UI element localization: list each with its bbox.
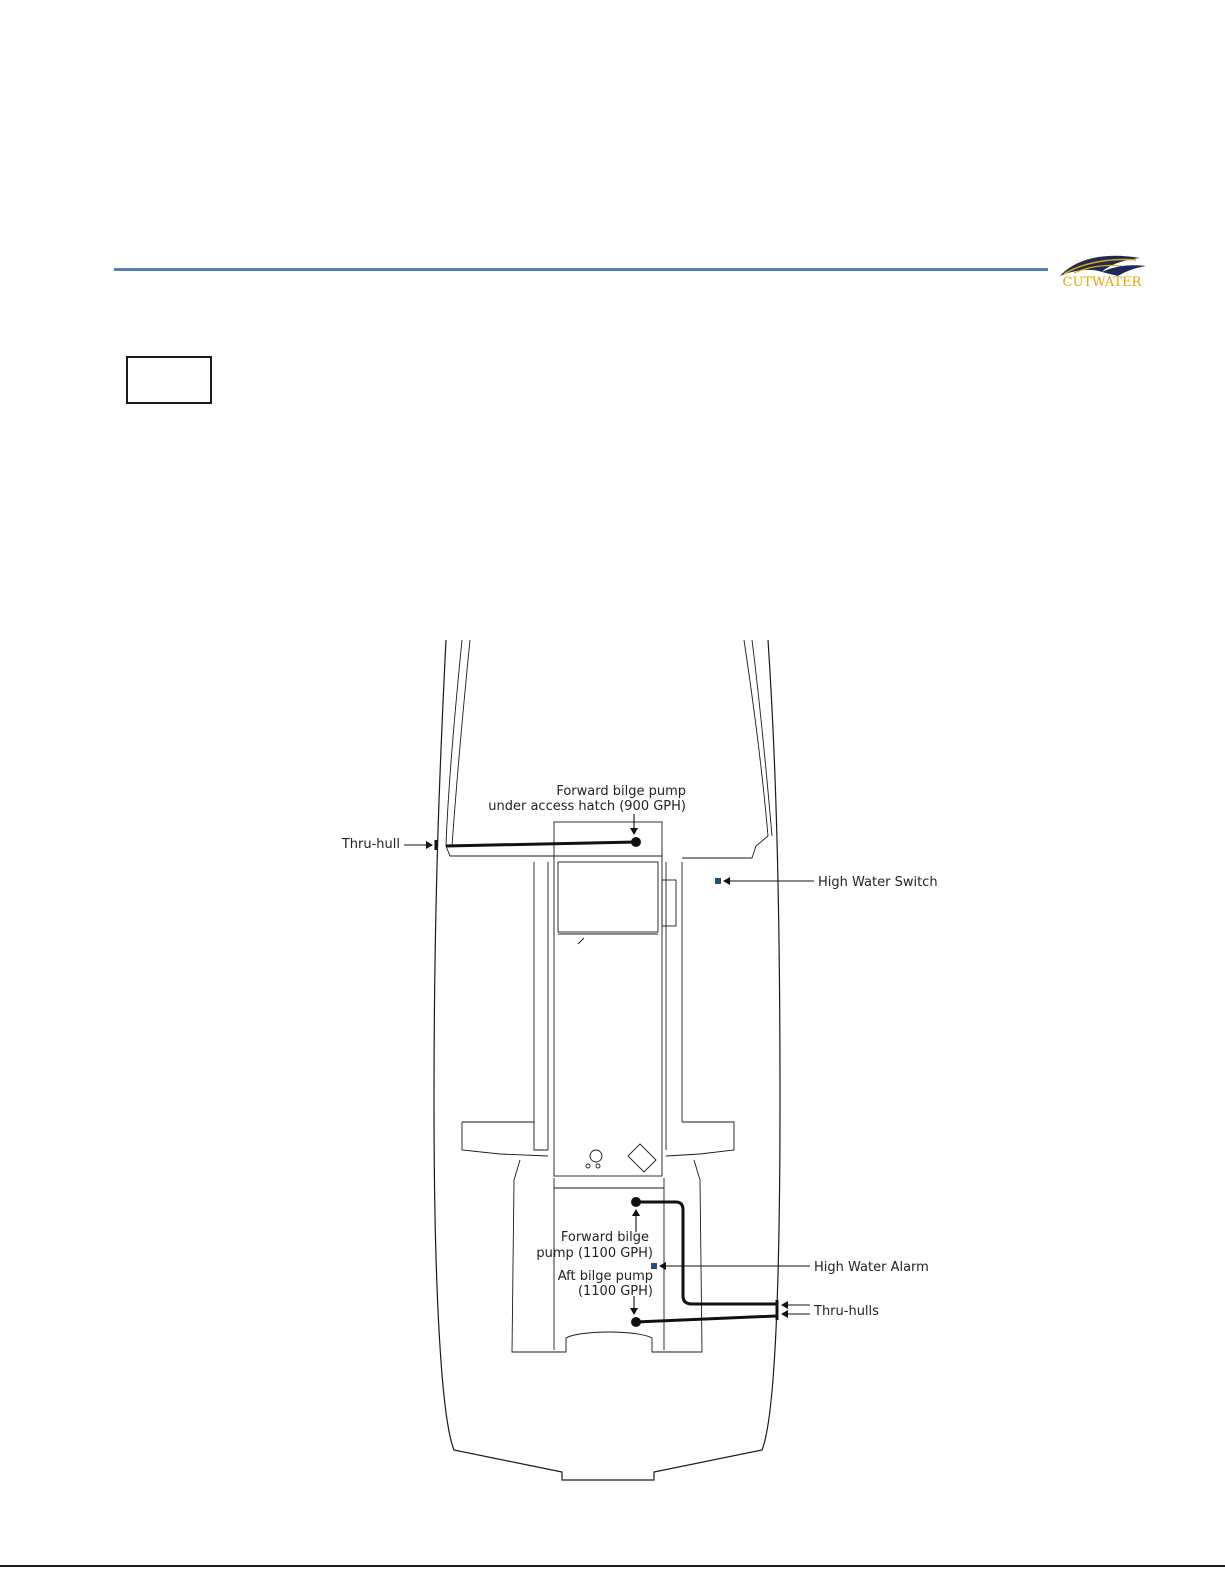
label-thru-hulls: Thru-hulls	[814, 1304, 879, 1319]
aft-pump-hose	[636, 1316, 776, 1322]
aft-pump-marker	[631, 1317, 641, 1327]
forward-pump-hose	[636, 1202, 776, 1304]
high-water-switch-marker	[715, 878, 721, 884]
label-high-water-alarm: High Water Alarm	[814, 1260, 929, 1275]
logo-wordmark: CUTWATER	[1062, 275, 1142, 290]
forward-hatch-pump-hose	[446, 842, 636, 846]
label-forward-pump-1: Forward bilge	[560, 1230, 649, 1245]
forward-hatch-pump-marker	[631, 837, 641, 847]
hull-outline	[434, 640, 780, 1480]
label-aft-pump-2: (1100 GPH)	[577, 1284, 653, 1299]
label-aft-pump-1: Aft bilge pump	[557, 1269, 653, 1284]
label-forward-hatch-pump-1: Forward bilge pump	[556, 784, 686, 799]
forward-pump-marker	[631, 1197, 641, 1207]
label-forward-hatch-pump-2: under access hatch (900 GPH)	[488, 799, 686, 814]
label-high-water-switch: High Water Switch	[818, 875, 938, 890]
label-thru-hull: Thru-hull	[341, 837, 400, 852]
footer-rule	[0, 1565, 1225, 1567]
label-forward-pump-2: pump (1100 GPH)	[536, 1246, 653, 1261]
center-console	[462, 822, 734, 1176]
